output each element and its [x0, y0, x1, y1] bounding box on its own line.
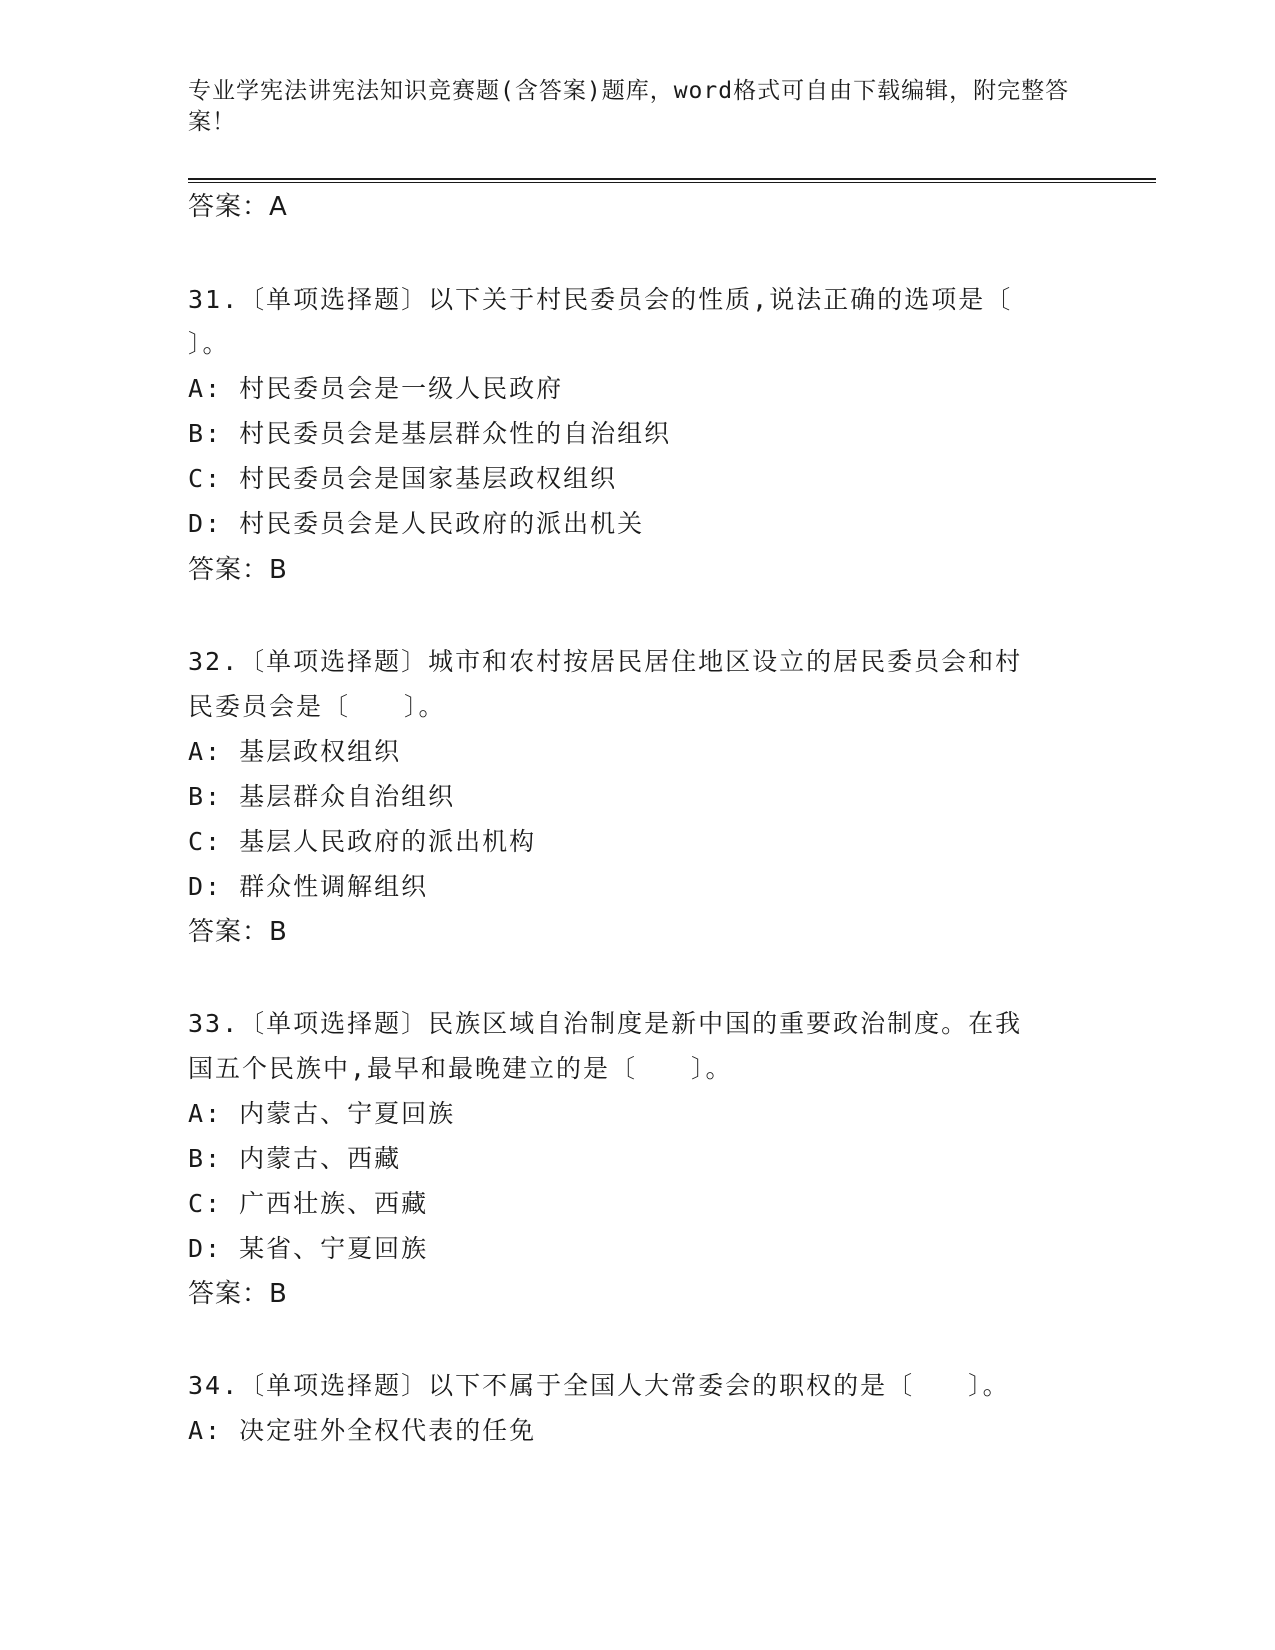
question-31-option-a: A: 村民委员会是一级人民政府 — [188, 374, 564, 403]
question-33-option-c: C: 广西壮族、西藏 — [188, 1189, 429, 1218]
question-31-stem-line-1: 31.〔单项选择题〕以下关于村民委员会的性质,说法正确的选项是〔 — [188, 285, 1013, 314]
question-31-option-d: D: 村民委员会是人民政府的派出机关 — [188, 509, 645, 538]
question-32-option-a: A: 基层政权组织 — [188, 737, 402, 766]
question-33-answer: 答案：B — [188, 1279, 288, 1309]
question-32-option-c: C: 基层人民政府的派出机构 — [188, 827, 537, 856]
question-32-stem-line-1: 32.〔单项选择题〕城市和农村按居民居住地区设立的居民委员会和村 — [188, 647, 1023, 676]
document-header: 专业学宪法讲宪法知识竞赛题(含答案)题库，word格式可自由下载编辑，附完整答案！ — [188, 78, 1070, 135]
header-divider — [188, 178, 1156, 183]
question-33-stem-line-1: 33.〔单项选择题〕民族区域自治制度是新中国的重要政治制度。在我 — [188, 1009, 1023, 1038]
question-31-stem-line-2: 〕。 — [188, 329, 230, 358]
question-32-option-b: B: 基层群众自治组织 — [188, 782, 456, 811]
question-33-option-d: D: 某省、宁夏回族 — [188, 1234, 429, 1263]
question-31-option-c: C: 村民委员会是国家基层政权组织 — [188, 464, 618, 493]
question-32-option-d: D: 群众性调解组织 — [188, 872, 429, 901]
question-34-stem-line-1: 34.〔单项选择题〕以下不属于全国人大常委会的职权的是〔 〕。 — [188, 1371, 1010, 1400]
question-33-option-b: B: 内蒙古、西藏 — [188, 1144, 402, 1173]
question-32-answer: 答案：B — [188, 917, 288, 947]
question-31-option-b: B: 村民委员会是基层群众性的自治组织 — [188, 419, 672, 448]
question-34-option-a: A: 决定驻外全权代表的任免 — [188, 1416, 537, 1445]
question-32-stem-line-2: 民委员会是〔 〕。 — [188, 692, 446, 721]
question-31-answer: 答案：B — [188, 555, 288, 585]
previous-answer: 答案：A — [188, 192, 288, 222]
question-33-option-a: A: 内蒙古、宁夏回族 — [188, 1099, 456, 1128]
question-33-stem-line-2: 国五个民族中,最早和最晚建立的是〔 〕。 — [188, 1054, 733, 1083]
